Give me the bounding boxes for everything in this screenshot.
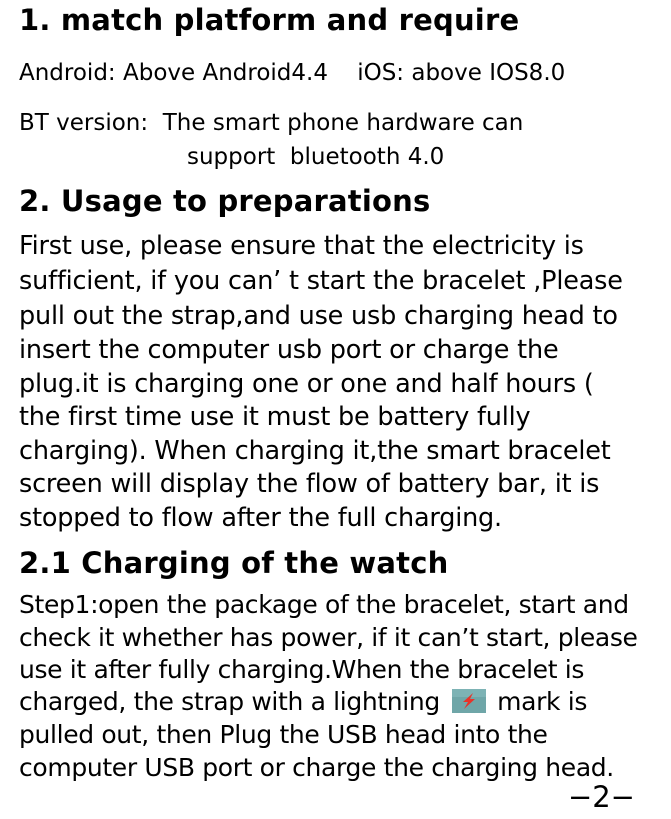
section-heading-platform: 1. match platform and require: [19, 3, 520, 37]
section-heading-charging: 2.1 Charging of the watch: [19, 546, 449, 580]
paragraph-line: the first time use it must be battery fully: [19, 402, 531, 432]
paragraph-line: stopped to flow after the full charging.: [19, 503, 502, 533]
paragraph-line: insert the computer usb port or charge the: [19, 335, 559, 365]
paragraph-line: pulled out, then Plug the USB head into the: [19, 720, 548, 749]
paragraph-line: sufficient, if you can’ t start the bracelet ,Please: [19, 266, 623, 296]
paragraph-text: mark is: [497, 687, 588, 716]
bt-version-line-2: support bluetooth 4.0: [187, 144, 445, 170]
paragraph-line: use it after fully charging.When the bracelet is: [19, 655, 585, 684]
paragraph-line-with-icon: [19, 689, 587, 714]
paragraph-line: screen will display the flow of battery bar, it is: [19, 469, 600, 499]
section-heading-usage: 2. Usage to preparations: [19, 184, 431, 218]
bt-version-line-1: BT version: The smart phone hardware can: [19, 110, 524, 136]
page-number: −2−: [567, 780, 635, 814]
paragraph-line: First use, please ensure that the electricity is: [19, 231, 584, 261]
paragraph-line: pull out the strap,and use usb charging head to: [19, 301, 618, 331]
paragraph-line: check it whether has power, if it can’t start, please: [19, 623, 638, 652]
paragraph-line: Step1:open the package of the bracelet, start and: [19, 590, 629, 619]
paragraph-line: computer USB port or charge the charging head.: [19, 753, 614, 782]
paragraph-text: charged, the strap with a lightning: [19, 687, 440, 716]
lightning-icon: [452, 689, 486, 713]
paragraph-line: plug.it is charging one or one and half hours (: [19, 369, 594, 399]
paragraph-line: charging). When charging it,the smart bracelet: [19, 436, 611, 466]
platform-requirements: Android: Above Android4.4 iOS: above IOS8.0: [19, 60, 566, 86]
